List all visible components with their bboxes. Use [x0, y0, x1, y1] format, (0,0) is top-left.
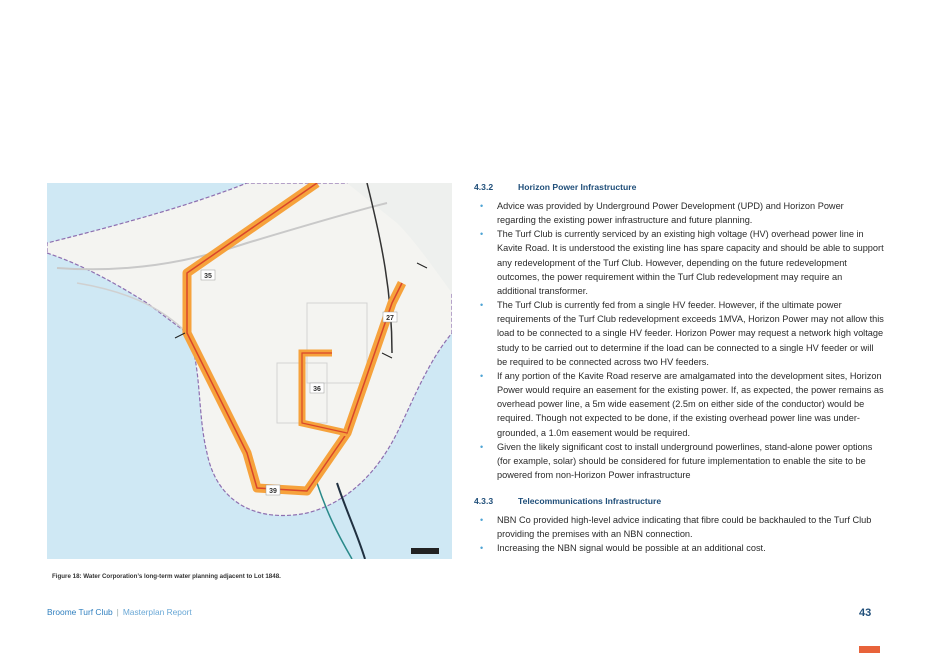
bullet-icon: • — [480, 515, 484, 526]
bullet-list — [474, 513, 884, 555]
map-label: 35 — [204, 273, 212, 280]
footer-title: Broome Turf Club | Masterplan Report — [47, 607, 192, 617]
list-item: • NBN Co provided high-level advice indicating that fibre could be backhauled to the Turf Club providing the premises with an NBN connection. — [480, 515, 872, 540]
map-label: 36 — [313, 386, 321, 393]
page-number: 43 — [859, 607, 872, 619]
section-number: 4.3.3 — [474, 496, 494, 507]
list-item: • The Turf Club is currently serviced by an existing high voltage (HV) overhead power line in Kavite Road. It is understood the existing line has spare capacity and should be able to support any redevelopment of the Turf Club. However, depending on the future redevelopment outcomes, the power requirement within the Turf Club redevelopment may require an additional transformer. — [480, 229, 884, 296]
text-column — [474, 181, 884, 556]
bullet-icon: • — [480, 370, 484, 381]
section-heading — [474, 495, 884, 507]
list-item: • Given the likely significant cost to install underground powerlines, stand-alone power options (for example, solar) should be considered for future implementation to enable the site to be powered from non-Horizon Power infrastructure — [480, 441, 873, 480]
bullet-icon: • — [480, 229, 484, 240]
bullet-icon: • — [480, 300, 484, 311]
accent-bar — [859, 646, 880, 653]
section-number: 4.3.2 — [474, 182, 494, 192]
section-title: Horizon Power Infrastructure — [518, 182, 637, 192]
list-item: • Increasing the NBN signal would be possible at an additional cost. — [474, 541, 884, 555]
map-label: 27 — [386, 315, 394, 322]
figure-caption: Figure 18: Water Corporation’s long-term water planning adjacent to Lot 1848. — [52, 573, 281, 580]
water-planning-map — [47, 183, 452, 559]
bullet-icon: • — [480, 441, 484, 452]
map-label: 39 — [269, 488, 277, 495]
list-item: • Advice was provided by Underground Power Development (UPD) and Horizon Power regarding the existing power infrastructure and future planning. — [480, 201, 844, 226]
bullet-list — [474, 199, 884, 482]
map-figure — [47, 183, 452, 559]
list-item: • If any portion of the Kavite Road reserve are amalgamated into the development sites, Horizon Power would require an easement for the existing power. If, as expected, the power remains as overhead power line, a 5m wide easement (2.5m on either side of the conductor) would be required. Though not expected to be done, if the existing overhead power line was under-grounded, a 1.0m easement would be required. — [480, 370, 884, 438]
section-heading — [474, 181, 884, 193]
scale-bar — [411, 548, 439, 554]
section-title: Telecommunications Infrastructure — [518, 496, 662, 507]
bullet-icon: • — [480, 201, 484, 211]
bullet-icon: • — [480, 543, 484, 554]
list-item: • The Turf Club is currently fed from a single HV feeder. However, if the ultimate power requirements of the Turf Club redevelopment exceeds 1MVA, Horizon Power may not allow this load to be connected to a single HV feeder. Horizon Power may request a network high voltage study to be carried out to determine if the load can be connected to a single HV feeder or will be required to be connected across two HV feeders. — [480, 300, 884, 367]
